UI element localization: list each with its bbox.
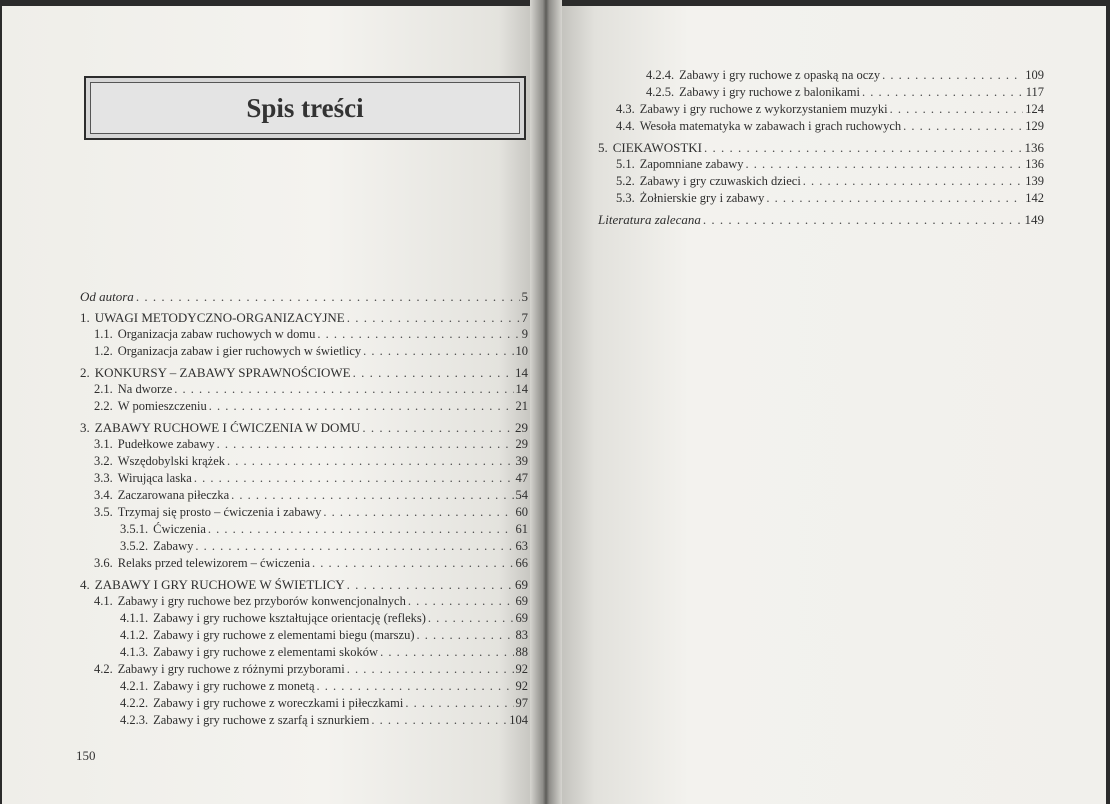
toc-entry-label: Zabawy i gry ruchowe kształtujące orientację (refleks): [153, 611, 426, 625]
left-page: [2, 6, 542, 804]
toc-entry-number: 5.: [598, 140, 608, 155]
toc-entry: [76, 504, 528, 521]
toc-entry-title: [94, 343, 361, 360]
toc-entry-title: [616, 190, 764, 207]
toc-entry-label: Zabawy i gry ruchowe bez przyborów konwencjonalnych: [117, 594, 406, 608]
toc-entry: [598, 156, 1044, 173]
toc-entry-page: 92: [515, 679, 528, 693]
toc-entry-label: W pomieszczeniu: [117, 399, 207, 413]
toc-entry: [76, 610, 528, 627]
toc-entry-number: 3.1.: [94, 437, 113, 451]
toc-entry-title: [94, 398, 207, 415]
toc-leader-dots: [416, 627, 513, 644]
toc-entry-number: 2.2.: [94, 399, 113, 413]
toc-entry-title: [80, 576, 345, 593]
toc-entry-title: [120, 712, 369, 729]
toc-entry-label: Zabawy i gry czuwaskich dzieci: [639, 174, 801, 188]
toc-leader-dots: [227, 453, 513, 470]
left-toc: [76, 288, 528, 729]
toc-entry-title: [80, 419, 360, 436]
toc-entry: [76, 555, 528, 572]
toc-leader-dots: [903, 118, 1023, 135]
toc-entry-label: Pudełkowe zabawy: [117, 437, 215, 451]
toc-entry-number: 4.1.3.: [120, 645, 149, 659]
toc-entry-title: [616, 101, 888, 118]
toc-entry-label: Wirująca laska: [117, 471, 192, 485]
toc-entry-number: 5.2.: [616, 174, 635, 188]
toc-entry-page: 139: [1025, 174, 1044, 188]
toc-entry-number: 4.2.4.: [646, 68, 675, 82]
toc-entry-page: 54: [515, 488, 528, 502]
toc-entry-title: [120, 521, 206, 538]
toc-entry: [76, 326, 528, 343]
toc-leader-dots: [882, 67, 1023, 84]
toc-entry-page: 69: [515, 577, 528, 592]
toc-entry-label: Ćwiczenia: [153, 522, 206, 536]
toc-entry: [76, 453, 528, 470]
toc-leader-dots: [217, 436, 514, 453]
toc-entry-title: [80, 288, 134, 305]
page-title: Spis treści: [246, 92, 364, 123]
toc-entry-number: 4.1.2.: [120, 628, 149, 642]
toc-entry-title: [120, 678, 315, 695]
toc-entry-number: 3.4.: [94, 488, 113, 502]
toc-entry-page: 117: [1025, 85, 1044, 99]
title-box: [84, 76, 526, 140]
toc-entry-page: 124: [1025, 102, 1044, 116]
toc-entry-title: [120, 695, 403, 712]
toc-leader-dots: [174, 381, 513, 398]
toc-leader-dots: [703, 211, 1023, 228]
page-number: 150: [76, 748, 96, 763]
toc-entry-page: 39: [515, 454, 528, 468]
toc-entry-title: [94, 661, 345, 678]
toc-entry: [76, 470, 528, 487]
toc-entry-page: 66: [515, 556, 528, 570]
toc-leader-dots: [890, 101, 1024, 118]
toc-entry: [76, 538, 528, 555]
toc-entry-label: Zaczarowana piłeczka: [117, 488, 230, 502]
toc-entry-title: [94, 453, 225, 470]
toc-entry-page: 149: [1024, 212, 1044, 227]
toc-leader-dots: [371, 712, 507, 729]
toc-entry-label: Od autora: [80, 289, 134, 304]
toc-entry-label: Żołnierskie gry i zabawy: [639, 191, 765, 205]
toc-entry-number: 5.1.: [616, 157, 635, 171]
toc-entry-page: 129: [1025, 119, 1044, 133]
toc-leader-dots: [317, 678, 514, 695]
toc-entry-number: 2.: [80, 365, 90, 380]
toc-entry-label: Wszędobylski krążek: [117, 454, 226, 468]
toc-entry-number: 4.2.1.: [120, 679, 149, 693]
toc-entry-page: 5: [521, 289, 528, 304]
toc-entry-page: 83: [515, 628, 528, 642]
toc-leader-dots: [347, 309, 520, 326]
toc-entry-title: [94, 470, 192, 487]
toc-entry-title: [120, 610, 426, 627]
toc-entry-page: 69: [515, 611, 528, 625]
toc-entry-page: 109: [1025, 68, 1044, 82]
toc-entry-number: 3.: [80, 420, 90, 435]
toc-entry-label: Relaks przed telewizorem – ćwiczenia: [117, 556, 311, 570]
toc-entry-title: [616, 173, 801, 190]
toc-entry-number: 4.2.2.: [120, 696, 149, 710]
toc-entry-label: Zabawy i gry ruchowe z różnymi przyborami: [117, 662, 345, 676]
toc-entry-label: Zabawy i gry ruchowe z balonikami: [679, 85, 860, 99]
toc-entry-label: Zabawy: [153, 539, 194, 553]
toc-entry-page: 9: [521, 327, 528, 341]
toc-entry-number: 4.: [80, 577, 90, 592]
toc-entry-page: 88: [515, 645, 528, 659]
toc-entry: [598, 173, 1044, 190]
toc-entry-number: 4.2.: [94, 662, 113, 676]
toc-entry-number: 3.6.: [94, 556, 113, 570]
toc-leader-dots: [231, 487, 513, 504]
toc-entry-label: CIEKAWOSTKI: [612, 140, 702, 155]
toc-entry-title: [120, 627, 414, 644]
toc-entry-page: 142: [1025, 191, 1044, 205]
book-gutter: [530, 0, 562, 804]
toc-entry-number: 3.5.: [94, 505, 113, 519]
toc-entry-title: [616, 156, 744, 173]
toc-entry: [598, 118, 1044, 135]
toc-leader-dots: [353, 364, 513, 381]
toc-entry-number: 1.1.: [94, 327, 113, 341]
toc-entry-page: 10: [515, 344, 528, 358]
toc-entry-label: Zabawy i gry ruchowe z monetą: [153, 679, 315, 693]
toc-leader-dots: [862, 84, 1024, 101]
toc-entry: [76, 309, 528, 326]
toc-entry-label: ZABAWY RUCHOWE I ĆWICZENIA W DOMU: [94, 420, 361, 435]
toc-entry-label: Wesoła matematyka w zabawach i grach ruchowych: [639, 119, 902, 133]
toc-entry-page: 136: [1025, 157, 1044, 171]
toc-entry-page: 14: [515, 365, 528, 380]
toc-leader-dots: [362, 419, 513, 436]
toc-leader-dots: [347, 576, 513, 593]
toc-entry-title: [94, 504, 321, 521]
toc-entry-page: 47: [515, 471, 528, 485]
toc-entry: [598, 84, 1044, 101]
toc-entry-label: UWAGI METODYCZNO-ORGANIZACYJNE: [94, 310, 345, 325]
toc-leader-dots: [380, 644, 513, 661]
toc-entry-title: [646, 84, 860, 101]
toc-entry-page: 136: [1024, 140, 1044, 155]
toc-leader-dots: [363, 343, 513, 360]
toc-entry-page: 92: [515, 662, 528, 676]
toc-entry-label: ZABAWY I GRY RUCHOWE W ŚWIETLICY: [94, 577, 345, 592]
toc-entry: [76, 364, 528, 381]
toc-leader-dots: [347, 661, 514, 678]
toc-entry-page: 69: [515, 594, 528, 608]
toc-entry-title: [598, 211, 701, 228]
toc-entry-number: 4.2.5.: [646, 85, 675, 99]
toc-entry-label: Organizacja zabaw ruchowych w domu: [117, 327, 316, 341]
toc-entry-number: 4.3.: [616, 102, 635, 116]
toc-entry-label: Zabawy i gry ruchowe z opaską na oczy: [679, 68, 881, 82]
toc-entry-page: 60: [515, 505, 528, 519]
toc-entry: [76, 678, 528, 695]
toc-entry-number: 3.5.2.: [120, 539, 149, 553]
toc-entry: [598, 67, 1044, 84]
toc-leader-dots: [803, 173, 1023, 190]
toc-entry-page: 14: [515, 382, 528, 396]
toc-leader-dots: [195, 538, 513, 555]
toc-entry-page: 29: [515, 420, 528, 435]
toc-entry-number: 4.1.: [94, 594, 113, 608]
toc-entry-title: [120, 538, 193, 555]
toc-entry-number: 1.: [80, 310, 90, 325]
toc-entry-title: [94, 381, 172, 398]
toc-entry: [598, 190, 1044, 207]
toc-entry-label: Zapomniane zabawy: [639, 157, 744, 171]
toc-entry: [598, 139, 1044, 156]
toc-entry-page: 7: [521, 310, 528, 325]
toc-entry-label: Zabawy i gry ruchowe z elementami biegu (marszu): [153, 628, 415, 642]
toc-entry-number: 2.1.: [94, 382, 113, 396]
toc-entry-title: [616, 118, 901, 135]
toc-leader-dots: [704, 139, 1023, 156]
toc-entry-page: 104: [509, 713, 528, 727]
toc-entry-number: 3.5.1.: [120, 522, 149, 536]
toc-entry-title: [598, 139, 702, 156]
toc-entry: [598, 101, 1044, 118]
toc-leader-dots: [746, 156, 1024, 173]
toc-entry-number: 4.2.3.: [120, 713, 149, 727]
toc-entry: [76, 644, 528, 661]
toc-entry: [76, 419, 528, 436]
toc-entry-title: [80, 309, 345, 326]
toc-entry-title: [94, 555, 310, 572]
toc-entry-title: [94, 593, 406, 610]
toc-entry-number: 5.3.: [616, 191, 635, 205]
toc-entry: [76, 343, 528, 360]
toc-entry-label: Literatura zalecana: [598, 212, 701, 227]
toc-entry-label: Zabawy i gry ruchowe z elementami skoków: [153, 645, 379, 659]
toc-leader-dots: [317, 326, 519, 343]
toc-leader-dots: [405, 695, 513, 712]
toc-entry: [76, 487, 528, 504]
toc-entry-label: Zabawy i gry ruchowe z wykorzystaniem muzyki: [639, 102, 888, 116]
toc-entry-label: Organizacja zabaw i gier ruchowych w świetlicy: [117, 344, 362, 358]
toc-leader-dots: [323, 504, 513, 521]
toc-entry-number: 4.1.1.: [120, 611, 149, 625]
toc-entry-number: 3.3.: [94, 471, 113, 485]
toc-leader-dots: [208, 521, 514, 538]
toc-entry-label: KONKURSY – ZABAWY SPRAWNOŚCIOWE: [94, 365, 351, 380]
toc-entry: [76, 712, 528, 729]
toc-entry: [76, 627, 528, 644]
toc-entry: [76, 661, 528, 678]
toc-entry-page: 21: [515, 399, 528, 413]
toc-entry-title: [646, 67, 880, 84]
toc-leader-dots: [766, 190, 1023, 207]
toc-entry-title: [94, 436, 215, 453]
toc-leader-dots: [136, 288, 520, 305]
toc-entry-label: Na dworze: [117, 382, 173, 396]
toc-entry-label: Zabawy i gry ruchowe z woreczkami i piłeczkami: [153, 696, 404, 710]
toc-entry-title: [80, 364, 351, 381]
toc-entry: [76, 593, 528, 610]
toc-entry: [76, 436, 528, 453]
toc-leader-dots: [209, 398, 514, 415]
toc-entry: [76, 288, 528, 305]
toc-leader-dots: [312, 555, 513, 572]
toc-entry: [76, 576, 528, 593]
toc-entry-number: 1.2.: [94, 344, 113, 358]
toc-leader-dots: [194, 470, 514, 487]
toc-entry-title: [94, 487, 229, 504]
toc-entry: [598, 211, 1044, 228]
toc-entry-label: Trzymaj się prosto – ćwiczenia i zabawy: [117, 505, 322, 519]
right-toc: [598, 67, 1044, 228]
right-page: [550, 6, 1106, 804]
toc-entry-number: 3.2.: [94, 454, 113, 468]
toc-entry-page: 61: [515, 522, 528, 536]
toc-entry-page: 63: [515, 539, 528, 553]
toc-leader-dots: [408, 593, 514, 610]
toc-entry-title: [120, 644, 378, 661]
title-box-inner: [90, 82, 520, 134]
toc-entry-label: Zabawy i gry ruchowe z szarfą i sznurkiem: [153, 713, 370, 727]
toc-entry: [76, 521, 528, 538]
toc-entry-number: 4.4.: [616, 119, 635, 133]
toc-entry-title: [94, 326, 315, 343]
toc-entry: [76, 398, 528, 415]
toc-entry: [76, 381, 528, 398]
toc-entry-page: 97: [515, 696, 528, 710]
toc-leader-dots: [428, 610, 514, 627]
toc-entry: [76, 695, 528, 712]
toc-entry-page: 29: [515, 437, 528, 451]
